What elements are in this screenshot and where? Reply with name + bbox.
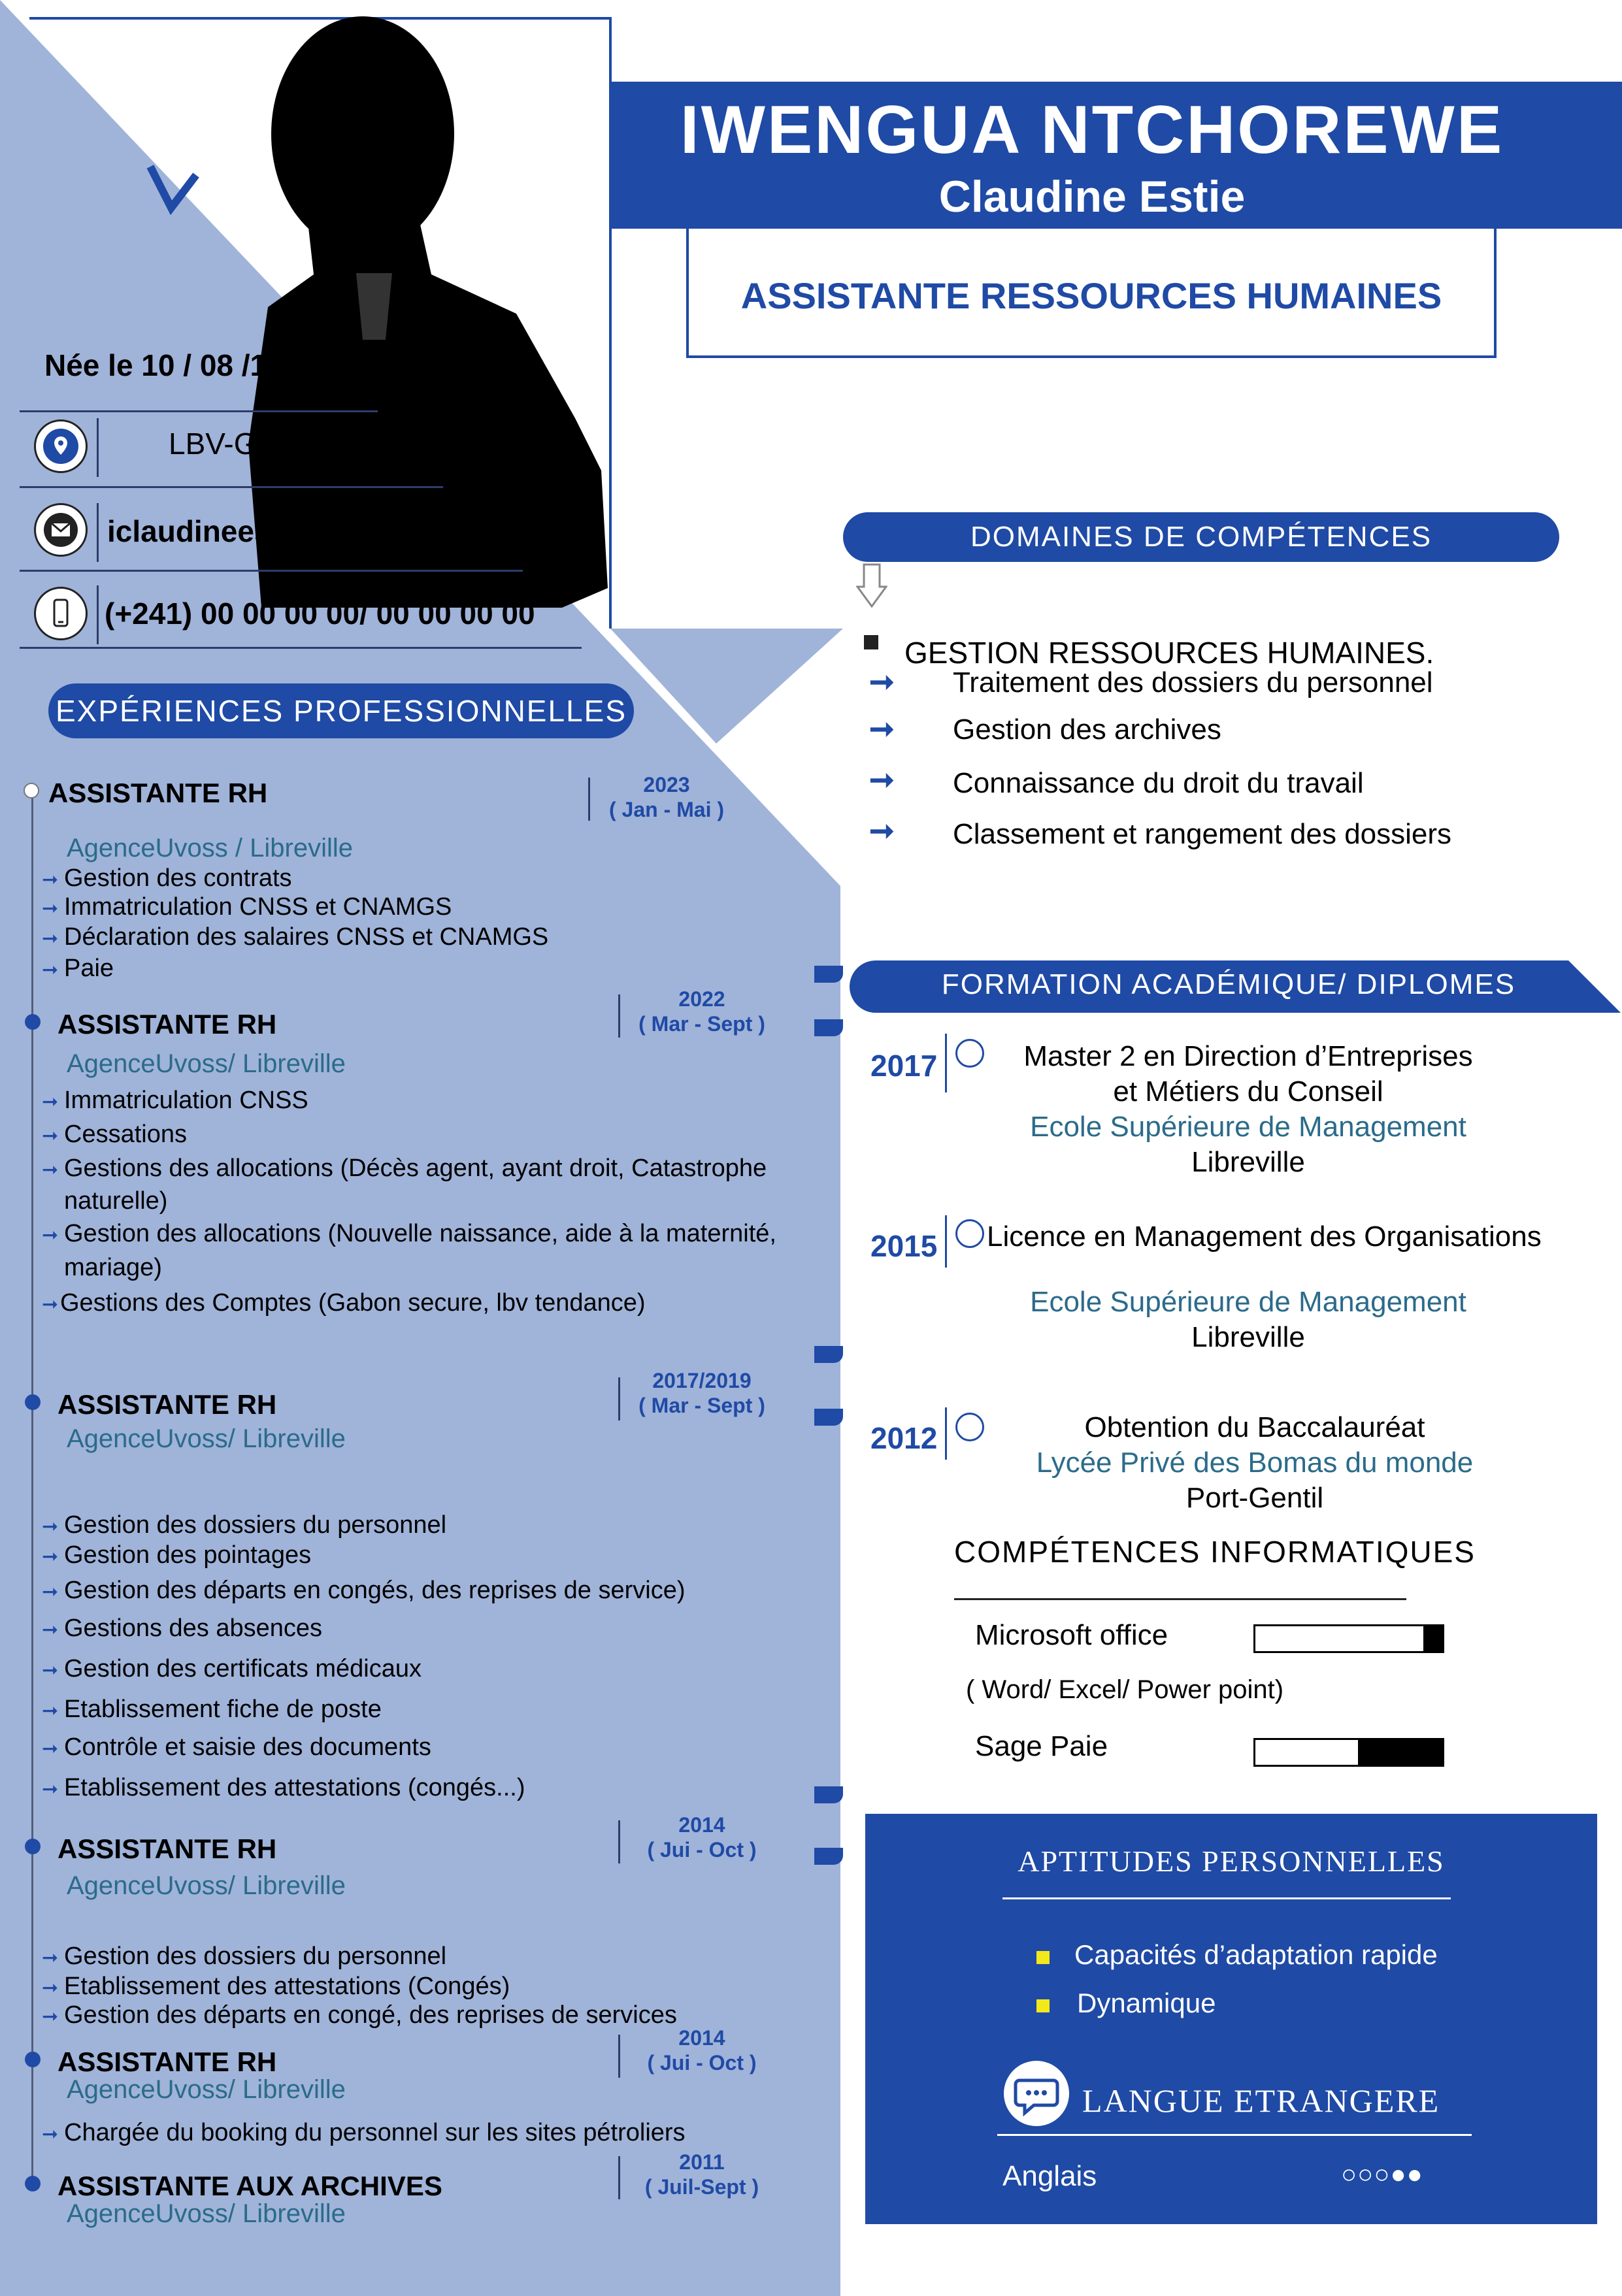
software-detail: ( Word/ Excel/ Power point) xyxy=(966,1675,1284,1704)
job-task: ➞ Gestions des absences xyxy=(42,1615,323,1642)
software-level-bar xyxy=(1253,1738,1444,1767)
job-task: ➞ Etablissement des attestations (Congés) xyxy=(42,1973,510,2000)
job-org-4: AgenceUvoss/ Libreville xyxy=(67,1871,346,1900)
edu-year: 2015 xyxy=(870,1229,938,1263)
divider xyxy=(20,570,523,572)
timeline-node xyxy=(25,1839,41,1854)
job-task: ➞ Cessations xyxy=(42,1121,187,1148)
job-date-2: 2022 ( Mar - Sept ) xyxy=(638,987,765,1036)
job-task: ➞ Gestions des allocations (Décès agent, ayant droit, Catastrophe xyxy=(42,1155,767,1182)
yellow-bullet-icon xyxy=(1036,1999,1050,2012)
job-task-continued: naturelle) xyxy=(64,1187,168,1215)
skill-item: Gestion des archives xyxy=(953,713,1221,746)
job-title-4: ASSISTANTE RH xyxy=(58,1833,277,1864)
skill-item: Traitement des dossiers du personnel xyxy=(953,666,1433,698)
job-task-continued: mariage) xyxy=(64,1254,162,1281)
right-arrow-icon: ➞ xyxy=(869,664,895,698)
edu-entry-2: Ecole Supérieure de Management Libreville xyxy=(1030,1286,1466,1353)
job-task: ➞ Gestion des dossiers du personnel xyxy=(42,1511,447,1539)
divider xyxy=(20,486,443,488)
down-arrow-icon xyxy=(856,563,887,609)
aptitude-item: Dynamique xyxy=(1077,1988,1216,2018)
timeline-node xyxy=(25,1014,41,1030)
job-org-6: AgenceUvoss/ Libreville xyxy=(67,2199,346,2228)
timeline-tab xyxy=(814,966,843,983)
speech-bubble-icon xyxy=(1002,2059,1070,2127)
separator xyxy=(97,503,99,562)
job-date-5: 2014 ( Jui - Oct ) xyxy=(647,2026,757,2075)
timeline-node xyxy=(25,2052,41,2067)
job-org-1: AgenceUvoss / Libreville xyxy=(67,834,353,862)
job-task: ➞ Immatriculation CNSS xyxy=(42,1087,308,1114)
location-text: LBV-Gabon xyxy=(169,427,324,461)
skills-main: GESTION RESSOURCES HUMAINES. xyxy=(904,636,1434,670)
software-name: Sage Paie xyxy=(975,1730,1108,1762)
divider xyxy=(954,1598,1406,1600)
timeline-tab xyxy=(814,1848,843,1865)
envelope-icon xyxy=(43,512,78,548)
job-task: ➞ Immatriculation CNSS et CNAMGS xyxy=(42,893,452,921)
yellow-bullet-icon xyxy=(1036,1951,1050,1964)
job-date-6: 2011 ( Juil-Sept ) xyxy=(644,2150,759,2199)
birth-date: Née le 10 / 08 /1980 xyxy=(44,348,317,382)
job-org-2: AgenceUvoss/ Libreville xyxy=(67,1049,346,1078)
first-name: Claudine Estie xyxy=(938,172,1246,221)
job-org-5: AgenceUvoss/ Libreville xyxy=(67,2075,346,2104)
right-arrow-icon: ➞ xyxy=(869,813,895,847)
location-icon-wrap xyxy=(34,419,88,473)
job-title-5: ASSISTANTE RH xyxy=(58,2046,277,2077)
job-task: ➞ Gestion des pointages xyxy=(42,1541,312,1569)
job-task: ➞ Gestion des certificats médicaux xyxy=(42,1655,422,1682)
skill-item: Connaissance du droit du travail xyxy=(953,767,1364,799)
separator xyxy=(945,1215,947,1268)
job-task: ➞ Contrôle et saisie des documents xyxy=(42,1733,431,1761)
edu-node xyxy=(955,1219,984,1248)
divider xyxy=(20,410,378,412)
job-task: ➞ Gestion des départs en congés, des reprises de service) xyxy=(42,1577,686,1604)
job-task: ➞ Etablissement des attestations (congés...) xyxy=(42,1774,525,1801)
language-level: ○○○●● xyxy=(1341,2160,1423,2189)
language-name: Anglais xyxy=(1002,2160,1097,2192)
timeline-tab xyxy=(814,1786,843,1803)
job-date-1: 2023 ( Jan - Mai ) xyxy=(608,773,724,821)
separator xyxy=(97,418,99,477)
education-heading: FORMATION ACADÉMIQUE/ DIPLOMES xyxy=(941,968,1516,1000)
job-task: ➞ Déclaration des salaires CNSS et CNAMGS xyxy=(42,923,549,951)
phone-icon-wrap xyxy=(34,587,88,640)
language-heading: LANGUE ETRANGERE xyxy=(1082,2082,1440,2119)
software-level-bar xyxy=(1253,1624,1444,1653)
timeline-node xyxy=(25,1394,41,1410)
job-title-1: ASSISTANTE RH xyxy=(48,778,268,808)
skill-item: Classement et rangement des dossiers xyxy=(953,818,1452,850)
timeline-node xyxy=(25,2176,41,2191)
job-task: ➞ Etablissement fiche de poste xyxy=(42,1696,382,1723)
job-title: ASSISTANTE RESSOURCES HUMAINES xyxy=(740,275,1442,316)
timeline-tab xyxy=(814,1346,843,1363)
timeline-line xyxy=(31,793,33,2191)
job-task: ➞ Paie xyxy=(42,955,114,982)
software-name: Microsoft office xyxy=(975,1619,1168,1651)
right-arrow-icon: ➞ xyxy=(869,712,895,746)
edu-entry-3: Obtention du Baccalauréat Lycée Privé des Bomas du monde Port-Gentil xyxy=(1036,1411,1474,1514)
edu-entry-1: Master 2 en Direction d’Entreprises et Métiers du Conseil Ecole Supérieure de Management Libreville xyxy=(1023,1040,1473,1178)
skills-heading: DOMAINES DE COMPÉTENCES xyxy=(843,512,1559,562)
separator xyxy=(97,585,99,644)
job-task: ➞ Gestion des départs en congé, des reprises de services xyxy=(42,2001,677,2029)
job-task: ➞Gestions des Comptes (Gabon secure, lbv tendance) xyxy=(42,1289,646,1317)
timeline-tab xyxy=(814,1409,843,1426)
experience-heading: EXPÉRIENCES PROFESSIONNELLES xyxy=(48,683,634,738)
job-task: ➞ Gestion des contrats xyxy=(42,864,292,892)
last-name: IWENGUA NTCHOREWE xyxy=(680,92,1504,168)
email-icon-wrap xyxy=(34,503,88,557)
divider xyxy=(1002,1897,1451,1899)
job-date-4: 2014 ( Jui - Oct ) xyxy=(647,1813,757,1861)
location-pin-icon xyxy=(43,429,78,464)
edu-degree-2: Licence en Management des Organisations xyxy=(987,1221,1542,1253)
phone-text: (+241) 00 00 00 00/ 00 00 00 00 xyxy=(105,597,535,631)
phone-icon xyxy=(43,596,78,631)
divider xyxy=(997,2134,1472,2136)
personal-heading: APTITUDES PERSONNELLES xyxy=(1018,1845,1445,1878)
timeline-tab xyxy=(814,1019,843,1036)
job-task: ➞ Gestion des allocations (Nouvelle naissance, aide à la maternité, xyxy=(42,1220,776,1247)
right-arrow-icon: ➞ xyxy=(869,763,895,796)
job-title-3: ASSISTANTE RH xyxy=(58,1389,277,1420)
job-title-6: ASSISTANTE AUX ARCHIVES xyxy=(58,2171,442,2201)
email-text[interactable]: iclaudineestie@yahoo.com xyxy=(107,514,494,548)
separator xyxy=(945,1407,947,1460)
edu-year: 2012 xyxy=(870,1421,938,1455)
timeline-start-node xyxy=(24,783,39,798)
separator xyxy=(945,1034,947,1092)
job-date-3: 2017/2019 ( Mar - Sept ) xyxy=(638,1369,765,1417)
divider xyxy=(20,647,582,649)
square-bullet-icon xyxy=(864,635,878,649)
job-org-3: AgenceUvoss/ Libreville xyxy=(67,1424,346,1453)
edu-year: 2017 xyxy=(870,1049,938,1083)
it-heading: COMPÉTENCES INFORMATIQUES xyxy=(954,1535,1476,1569)
aptitude-item: Capacités d’adaptation rapide xyxy=(1074,1939,1438,1970)
job-task: ➞ Chargée du booking du personnel sur les sites pétroliers xyxy=(42,2119,686,2146)
job-title-2: ASSISTANTE RH xyxy=(58,1009,277,1040)
job-task: ➞ Gestion des dossiers du personnel xyxy=(42,1943,447,1970)
